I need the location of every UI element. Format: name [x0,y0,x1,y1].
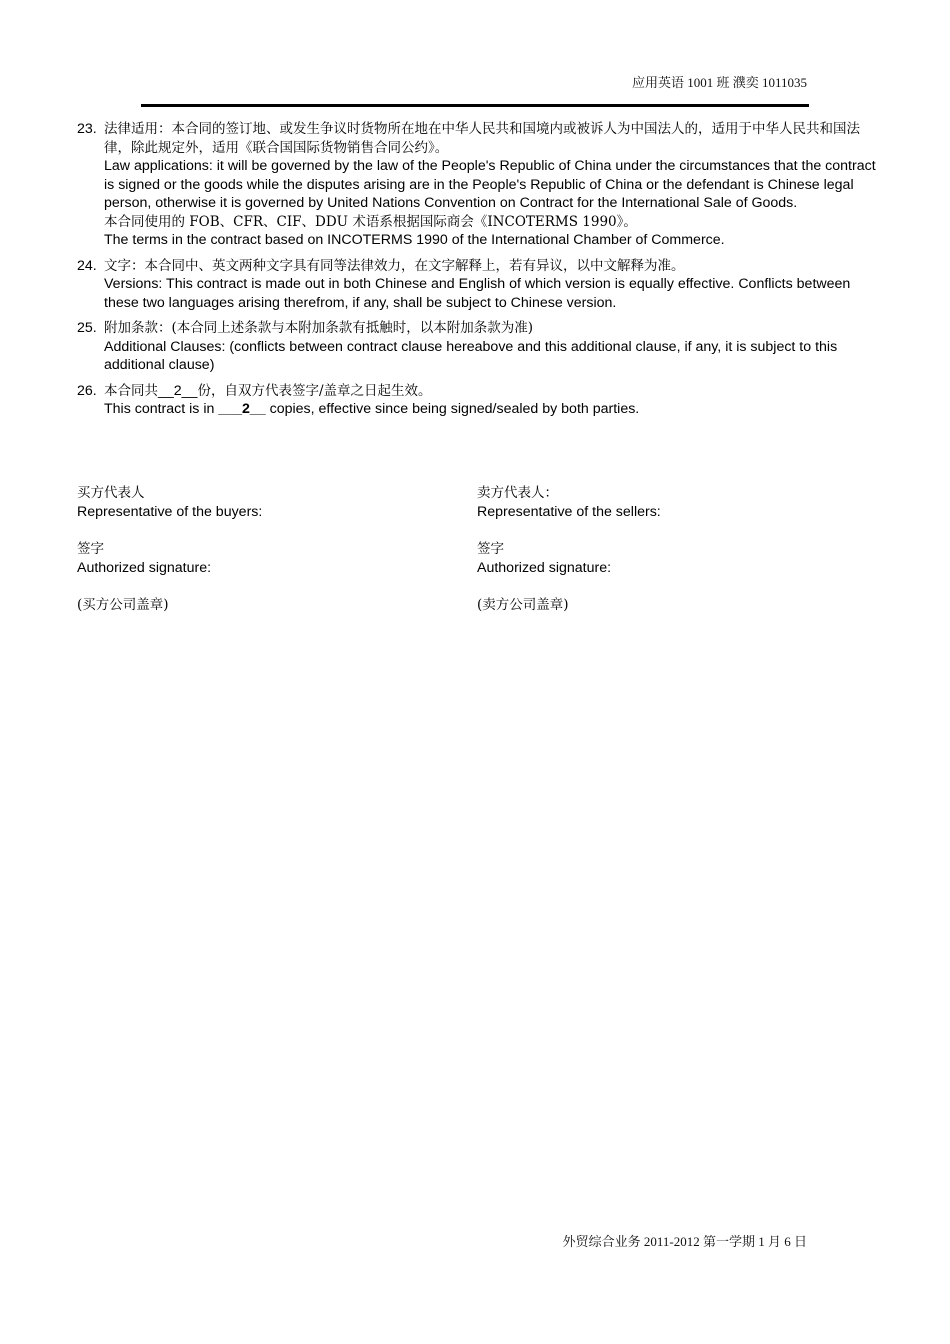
representative-row [77,484,877,522]
clause-cn-text: 文字：本合同中、英文两种文字具有同等法律效力，在文字解释上，若有异议，以中文解释为准。 [104,257,685,274]
buyer-seal [77,596,477,615]
clause-en-line [104,400,877,419]
seller-signature [477,540,877,578]
clause-cn-text: 本合同使用的 FOB、CFR、CIF、DDU 术语系根据国际商会《INCOTERMS 1990》。 [104,213,637,230]
seller-sign-en: Authorized signature: [477,560,612,576]
clause-number: 25. [77,320,97,336]
seller-seal-text: (卖方公司盖章) [477,597,569,613]
buyer-sign-en: Authorized signature: [77,560,212,576]
header-rule [141,104,809,107]
seller-rep-cn: 卖方代表人： [477,485,558,501]
clause-25 [77,319,877,375]
clause-cn-text: 法律适用：本合同的签订地、或发生争议时货物所在地在中华人民共和国境内或被诉人为中国法人的，适用于中华人民共和国法律，除此规定外，适用《联合国国际货物销售合同公约》。 [104,121,860,156]
signature-block [77,484,877,633]
seller-sign-cn: 签字 [477,541,504,557]
clause-en-text: Additional Clauses: (conflicts between contract clause hereabove and this additional clause, if any, it is subject to this additional clause) [104,338,838,373]
clause-en-text: This contract is in [104,401,219,417]
clause-cn-line [104,382,877,401]
buyer-representative [77,484,477,522]
copies-count-cn: __2__ [158,382,198,399]
clause-en-text: copies, effective since being signed/sealed by both parties. [265,401,640,417]
seller-seal [477,596,877,615]
clause-cn-text: 附加条款：(本合同上述条款与本附加条款有抵触时，以本附加条款为准) [104,320,534,336]
clause-number: 23. [77,121,97,137]
clause-en-text: Versions: This contract is made out in both Chinese and English of which version is equally effective. Conflicts between these two languages arising therefrom, if any, shall be subject to Chinese version. [104,276,851,311]
buyer-signature [77,540,477,578]
clause-cn-text: 份，自双方代表签字/盖章之日起生效。 [197,382,432,399]
seal-row [77,596,877,615]
clause-23 [77,120,877,250]
seller-representative [477,484,877,522]
clause-number: 24. [77,257,97,274]
buyer-rep-cn: 买方代表人 [77,485,145,501]
buyer-rep-en: Representative of the buyers: [77,504,263,520]
clause-cn-text: 本合同共 [104,382,158,399]
contract-clauses [77,120,877,426]
signature-row [77,540,877,578]
clause-24 [77,257,877,313]
seller-rep-en: Representative of the sellers: [477,504,661,520]
page-header: 应用英语 1001 班 濮奕 1011035 [631,75,807,90]
clause-en-text: Law applications: it will be governed by the law of the People's Republic of China under the circumstances that the contract is signed or the goods while the disputes arising are in the People's Republic of China or the defendant is Chinese legal person, otherwise it is governed by United Nations Convention on Contract for the International Sale of Goods. [104,158,876,211]
copies-count-en: ___2__ [218,401,266,417]
clause-en-text: The terms in the contract based on INCOTERMS 1990 of the International Chamber of Commerce. [104,232,725,248]
clause-26 [77,382,877,419]
buyer-sign-cn: 签字 [77,541,104,557]
clause-number: 26. [77,382,97,399]
page-footer: 外贸综合业务 2011-2012 第一学期 1 月 6 日 [562,1234,807,1249]
buyer-seal-text: (买方公司盖章) [77,597,169,613]
